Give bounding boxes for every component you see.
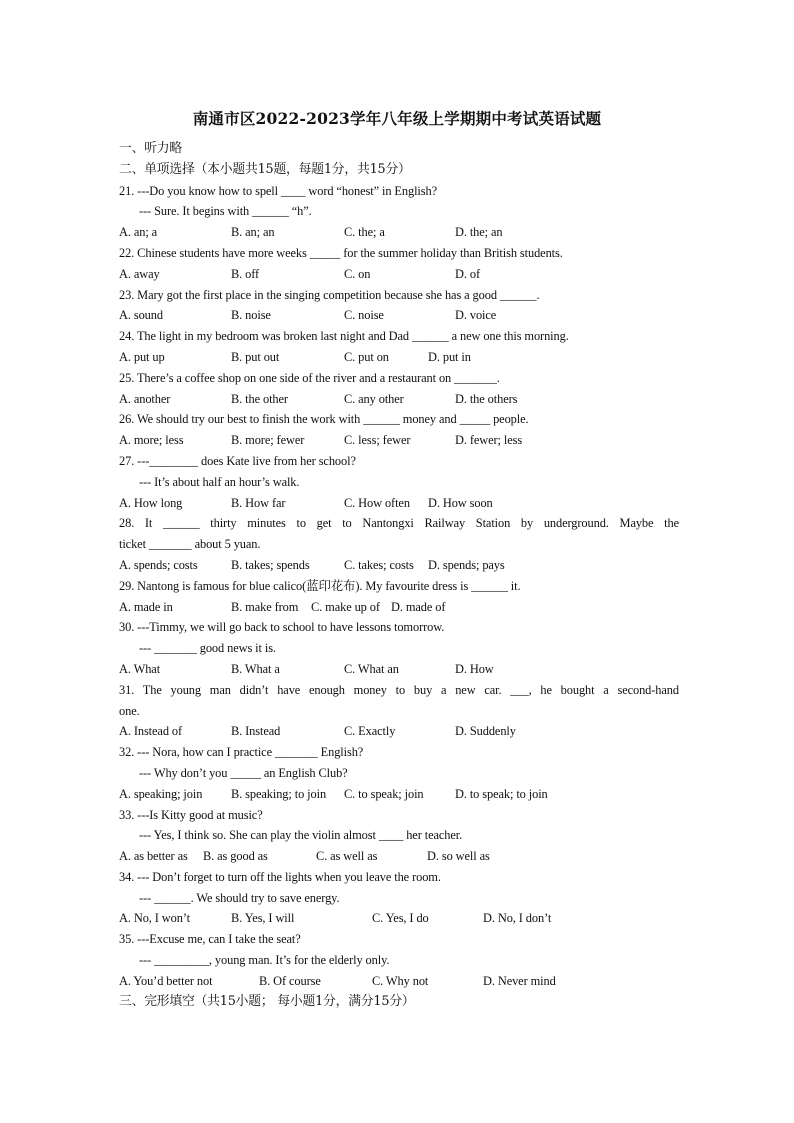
question-26-options — [119, 430, 679, 451]
option-a: A. another — [119, 391, 171, 406]
question-34-reply: --- ______. We should try to save energy. — [139, 890, 340, 905]
section-cloze: 三、完形填空（共15小题； 每小题1分，满分15分） — [119, 993, 415, 1009]
question-27-options — [119, 493, 679, 514]
question-33-stem: 33. ---Is Kitty good at music? — [119, 807, 263, 822]
option-a: A. No, I won’t — [119, 911, 190, 926]
option-c: C. any other — [344, 391, 404, 406]
question-21-options — [119, 222, 679, 243]
question-22-options — [119, 264, 679, 285]
option-b: B. What a — [231, 661, 280, 676]
option-b: B. put out — [231, 349, 280, 364]
question-24-options — [119, 347, 679, 368]
question-26-stem: 26. We should try our best to finish the work with ______ money and _____ people. — [119, 412, 529, 427]
option-d: D. of — [455, 266, 480, 281]
option-c: C. How often — [344, 495, 410, 510]
option-c: C. Yes, I do — [372, 911, 429, 926]
question-31-options — [119, 721, 679, 742]
question-22-stem: 22. Chinese students have more weeks _____ for the summer holiday than British students. — [119, 245, 563, 260]
option-a: A. Instead of — [119, 724, 183, 739]
question-30-options — [119, 659, 679, 680]
option-d: D. How soon — [428, 495, 493, 510]
option-a: A. sound — [119, 308, 163, 323]
question-29-options — [119, 597, 679, 618]
option-b: B. speaking; to join — [231, 786, 327, 801]
question-31-stem: 31. The young man didn’t have enough money to buy a new car. ___, he bought a second-hand — [119, 682, 679, 697]
question-33-options — [119, 846, 679, 867]
option-d: D. voice — [455, 308, 497, 323]
option-c: C. noise — [344, 308, 384, 323]
question-32-reply: --- Why don’t you _____ an English Club? — [139, 765, 348, 780]
section-listening: 一、听力略 — [119, 141, 182, 156]
question-32-options — [119, 784, 679, 805]
option-b: B. Yes, I will — [231, 911, 295, 926]
question-31-stem-cont: one. — [119, 703, 140, 718]
option-a: A. put up — [119, 349, 165, 364]
option-c: C. takes; costs — [344, 557, 414, 572]
option-a: A. an; a — [119, 225, 158, 240]
question-23-stem: 23. Mary got the first place in the singing competition because she has a good ______. — [119, 287, 540, 302]
option-b: B. Instead — [231, 724, 281, 739]
option-d: D. the; an — [455, 225, 503, 240]
option-b: B. Of course — [259, 973, 321, 988]
question-21-reply: --- Sure. It begins with ______ “h”. — [139, 204, 312, 219]
question-29-stem: 29. Nantong is famous for blue calico(蓝印花布). My favourite dress is ______ it. — [119, 578, 521, 593]
question-list — [119, 139, 679, 1012]
option-d: D. the others — [455, 391, 518, 406]
option-c: C. Why not — [372, 973, 429, 988]
option-a: A. speaking; join — [119, 786, 203, 801]
option-a: A. spends; costs — [119, 557, 198, 572]
option-b: B. an; an — [231, 225, 275, 240]
question-33-reply: --- Yes, I think so. She can play the violin almost ____ her teacher. — [139, 828, 463, 843]
option-d: D. fewer; less — [455, 433, 523, 448]
question-35-reply: --- _________, young man. It’s for the elderly only. — [139, 953, 390, 968]
option-a: A. You’d better not — [119, 973, 213, 988]
option-d: D. put in — [428, 349, 471, 364]
question-21-stem: 21. ---Do you know how to spell ____ word “honest” in English? — [119, 183, 437, 198]
option-d: D. No, I don’t — [483, 911, 552, 926]
option-d: D. Never mind — [483, 973, 556, 988]
option-c: C. as well as — [316, 849, 378, 864]
option-d: D. so well as — [427, 849, 490, 864]
option-a: A. as better as — [119, 849, 188, 864]
question-30-reply: --- _______ good news it is. — [139, 641, 276, 656]
option-c: C. put on — [344, 349, 389, 364]
option-c: C. Exactly — [344, 724, 396, 739]
page-title: 南通市区2022-2023学年八年级上学期期中考试英语试题 — [192, 109, 602, 128]
option-c: C. the; a — [344, 225, 385, 240]
option-d: D. Suddenly — [455, 724, 516, 739]
option-b: B. more; fewer — [231, 433, 305, 448]
option-a: A. How long — [119, 495, 183, 510]
option-c: C. make up of — [311, 599, 380, 614]
question-28-options — [119, 555, 679, 576]
option-b: B. the other — [231, 391, 288, 406]
option-c: C. on — [344, 266, 371, 281]
option-d: D. made of — [391, 599, 446, 614]
option-c: C. less; fewer — [344, 433, 411, 448]
option-d: D. to speak; to join — [455, 786, 548, 801]
option-c: C. What an — [344, 661, 399, 676]
question-28-stem: 28. It ______ thirty minutes to get to Nantongxi Railway Station by underground. Maybe the — [119, 516, 679, 531]
question-25-stem: 25. There’s a coffee shop on one side of the river and a restaurant on _______. — [119, 370, 500, 385]
question-28-stem-cont: ticket _______ about 5 yuan. — [119, 537, 261, 552]
option-b: B. How far — [231, 495, 286, 510]
option-d: D. spends; pays — [428, 557, 505, 572]
question-23-options — [119, 305, 679, 326]
question-27-stem: 27. ---________ does Kate live from her school? — [119, 453, 356, 468]
option-c: C. to speak; join — [344, 786, 424, 801]
option-a: A. made in — [119, 599, 173, 614]
option-b: B. noise — [231, 308, 271, 323]
question-27-reply: --- It’s about half an hour’s walk. — [139, 474, 300, 489]
question-35-stem: 35. ---Excuse me, can I take the seat? — [119, 932, 301, 947]
question-34-options — [119, 908, 679, 929]
option-a: A. more; less — [119, 433, 184, 448]
option-a: A. What — [119, 661, 161, 676]
question-25-options — [119, 389, 679, 410]
option-b: B. takes; spends — [231, 557, 310, 572]
option-a: A. away — [119, 266, 160, 281]
option-d: D. How — [455, 661, 494, 676]
option-b: B. make from — [231, 599, 299, 614]
question-35-options — [119, 971, 679, 992]
section-single-choice: 二、单项选择（本小题共15题，每题1分，共15分） — [119, 161, 411, 177]
option-b: B. as good as — [203, 849, 268, 864]
question-34-stem: 34. --- Don’t forget to turn off the lights when you leave the room. — [119, 869, 441, 884]
option-b: B. off — [231, 266, 260, 281]
question-32-stem: 32. --- Nora, how can I practice _______ English? — [119, 745, 364, 760]
question-30-stem: 30. ---Timmy, we will go back to school to have lessons tomorrow. — [119, 620, 445, 635]
question-24-stem: 24. The light in my bedroom was broken last night and Dad ______ a new one this morning. — [119, 329, 569, 344]
